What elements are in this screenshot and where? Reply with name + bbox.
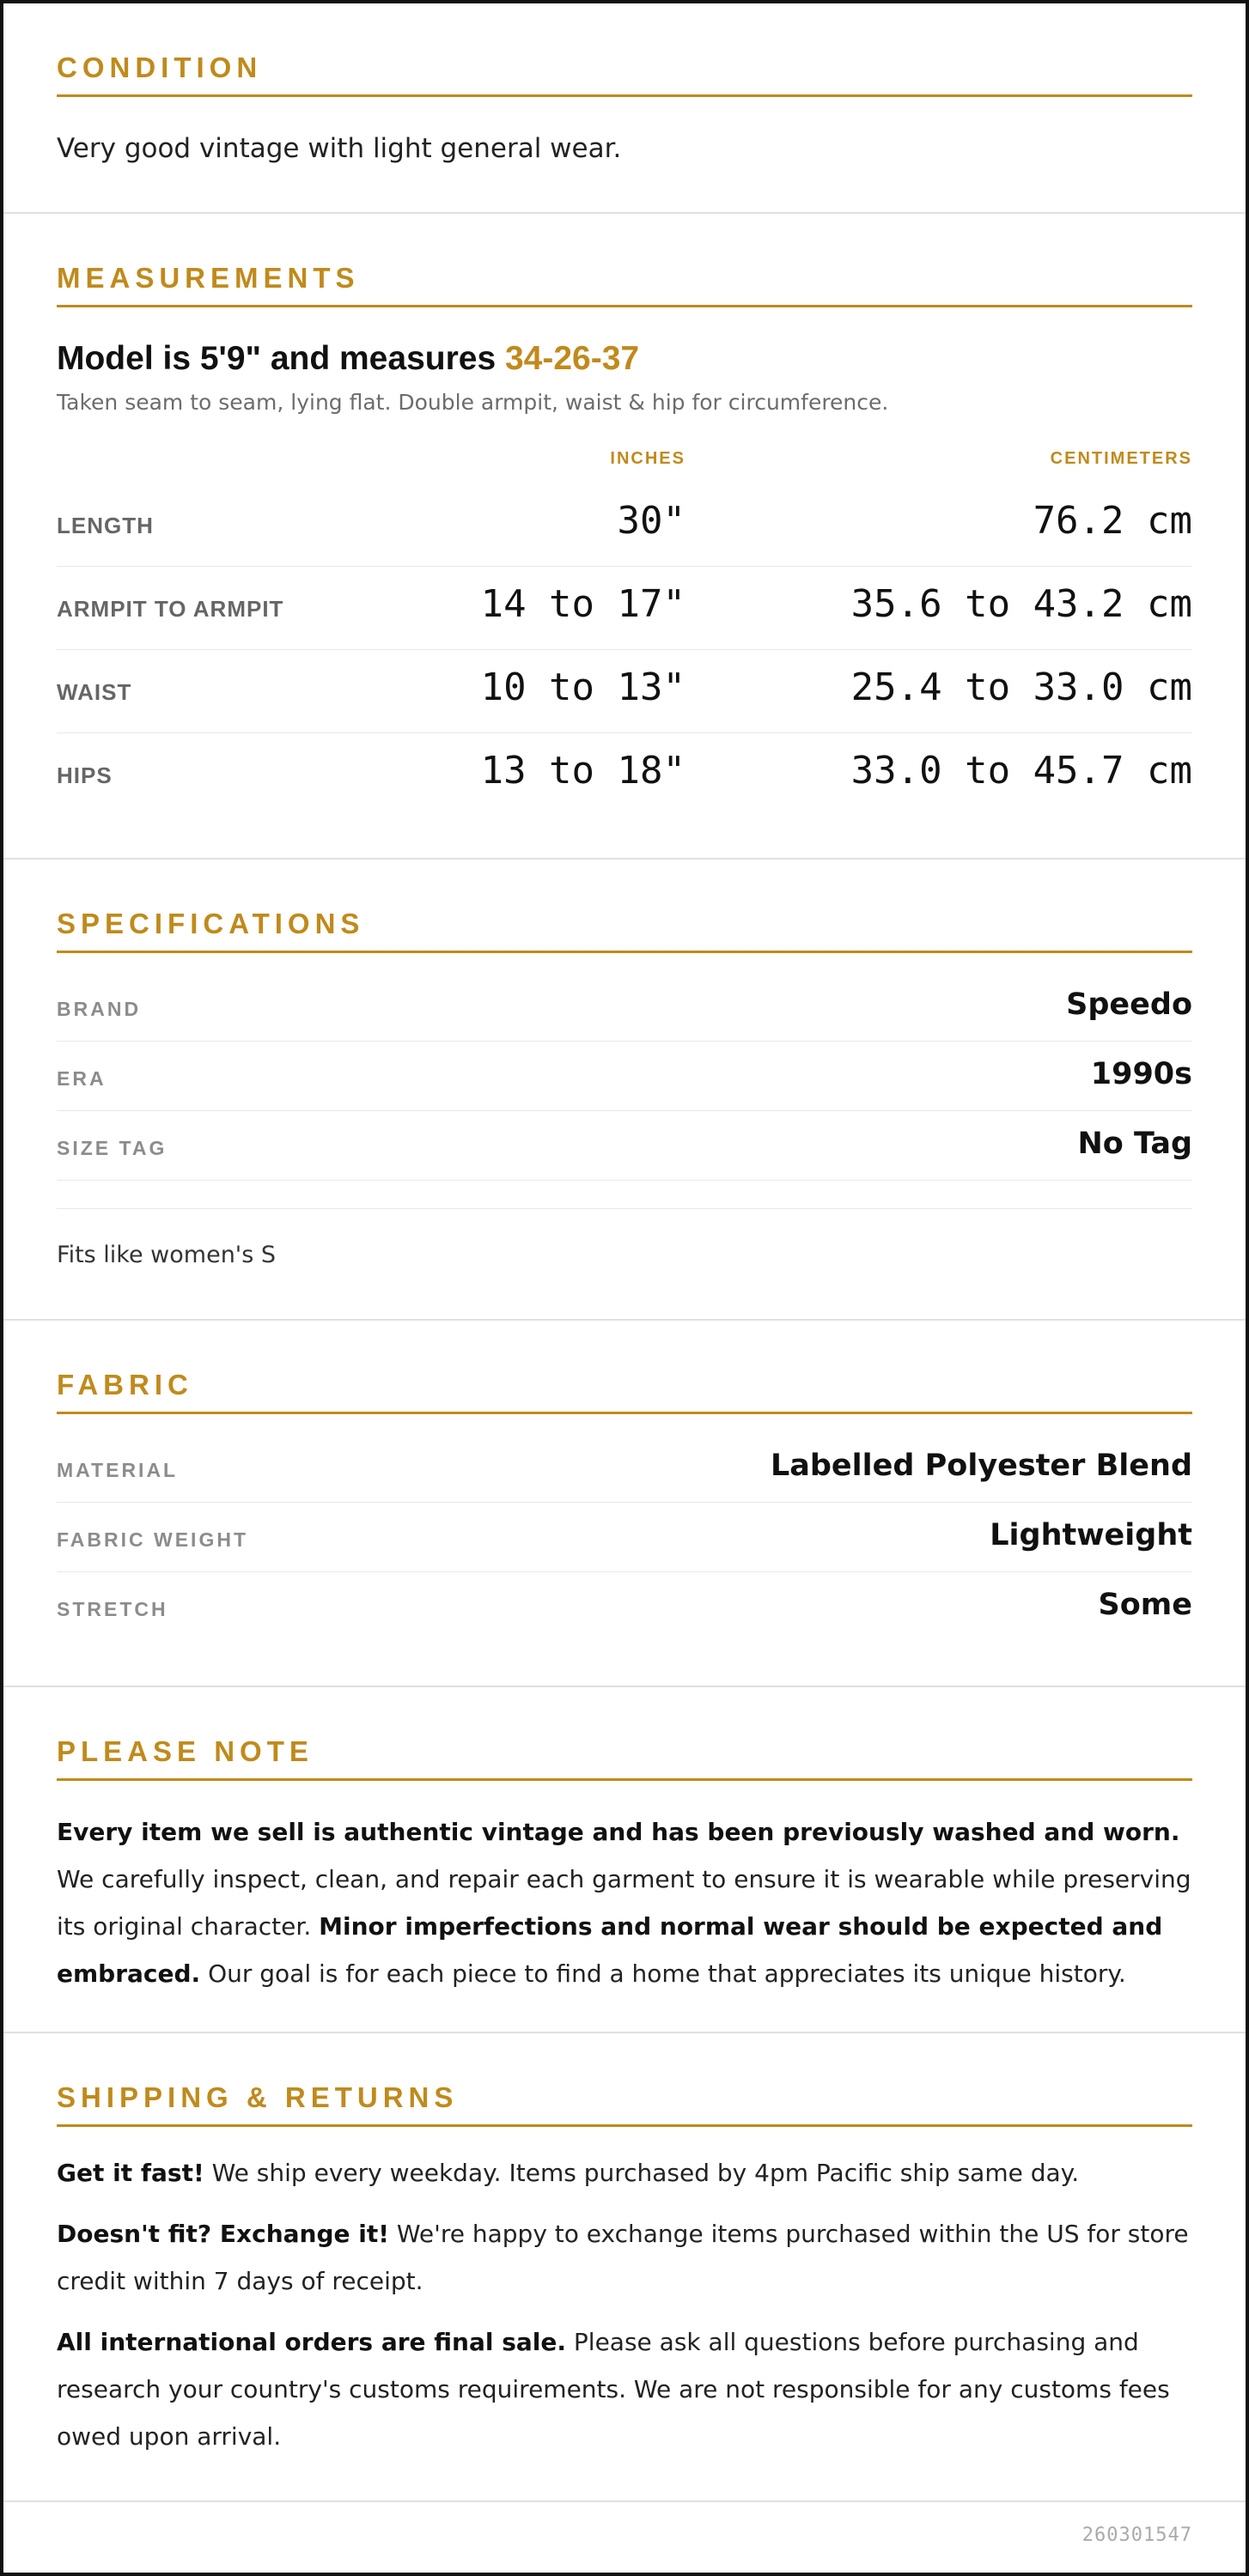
measurements-section <box>3 214 1246 860</box>
fabric-label: MATERIAL <box>57 1459 179 1481</box>
note-text-1: We carefully inspect, clean, and repair each garment to ensure it is wearable while preserving its original character. <box>57 1865 1191 1941</box>
measurement-row-length <box>57 483 1192 567</box>
measurement-label: WAIST <box>57 679 132 705</box>
fabric-row-material <box>57 1433 1192 1503</box>
measurement-inches: 13 to 18" <box>480 749 685 793</box>
condition-section <box>3 3 1246 214</box>
fabric-label: FABRIC WEIGHT <box>57 1528 248 1551</box>
fabric-list <box>57 1433 1192 1641</box>
shipping-bold-3: All international orders are final sale. <box>57 2328 567 2356</box>
spec-value: No Tag <box>1077 1127 1192 1161</box>
measurement-label: ARMPIT TO ARMPIT <box>57 596 284 622</box>
measurement-row-armpit <box>57 567 1192 650</box>
shipping-paragraph-2 <box>57 2210 1192 2305</box>
model-measures-prefix: Model is 5'9" and measures <box>57 340 505 377</box>
measurements-table <box>57 483 1192 816</box>
measurements-heading: MEASUREMENTS <box>57 214 1192 307</box>
measurements-note: Taken seam to seam, lying flat. Double armpit, waist & hip for circumference. <box>57 390 889 415</box>
note-bold-2: Minor imperfections and normal wear should be expected and embraced. <box>57 1912 1163 1988</box>
measurement-label: LENGTH <box>57 513 154 538</box>
measurement-cm: 25.4 to 33.0 cm <box>850 665 1192 709</box>
measurement-row-waist <box>57 650 1192 733</box>
measurement-label: HIPS <box>57 762 113 788</box>
measurement-cm: 33.0 to 45.7 cm <box>850 749 1192 793</box>
fabric-section <box>3 1321 1246 1687</box>
inches-column-header: INCHES <box>610 449 685 468</box>
shipping-paragraph-3 <box>57 2318 1192 2460</box>
fit-note: Fits like women's S <box>57 1242 277 1268</box>
please-note-text <box>57 1808 1192 1997</box>
spec-row-size-tag <box>57 1111 1192 1181</box>
measurement-cm: 35.6 to 43.2 cm <box>850 582 1192 626</box>
note-bold-1: Every item we sell is authentic vintage and has been previously washed and worn. <box>57 1818 1180 1846</box>
shipping-returns-section <box>3 2033 1246 2502</box>
spec-label: SIZE TAG <box>57 1137 168 1159</box>
fabric-value: Some <box>1098 1588 1192 1622</box>
fabric-value: Labelled Polyester Blend <box>770 1449 1192 1483</box>
shipping-text-3: Please ask all questions before purchasing and research your country's customs requirements. We are not responsible for any customs fees owed upon arrival. <box>57 2328 1170 2451</box>
condition-heading: CONDITION <box>57 3 1192 97</box>
spec-row-era <box>57 1042 1192 1111</box>
shipping-text-1: We ship every weekday. Items purchased by 4pm Pacific ship same day. <box>204 2159 1080 2187</box>
spec-row-brand <box>57 972 1192 1042</box>
fabric-row-weight <box>57 1503 1192 1572</box>
specifications-list <box>57 972 1192 1209</box>
item-code: 260301547 <box>1081 2524 1192 2546</box>
condition-description: Very good vintage with light general wear. <box>57 133 622 164</box>
specifications-heading: SPECIFICATIONS <box>57 860 1192 953</box>
spec-label: BRAND <box>57 998 142 1020</box>
specifications-section <box>3 860 1246 1321</box>
measurement-inches: 30" <box>617 499 685 543</box>
shipping-text-2: We're happy to exchange items purchased within the US for store credit within 7 days of receipt. <box>57 2220 1189 2295</box>
fabric-value: Lightweight <box>990 1518 1192 1552</box>
please-note-heading: PLEASE NOTE <box>57 1687 1192 1781</box>
measurement-inches: 10 to 13" <box>480 665 685 709</box>
spec-value: Speedo <box>1066 987 1192 1022</box>
footer <box>3 2502 1246 2571</box>
shipping-paragraph-1 <box>57 2149 1192 2196</box>
centimeters-column-header: CENTIMETERS <box>1050 449 1192 468</box>
shipping-bold-2: Doesn't fit? Exchange it! <box>57 2220 389 2248</box>
fabric-heading: FABRIC <box>57 1321 1192 1414</box>
please-note-section <box>3 1687 1246 2033</box>
model-measures-line <box>57 340 1192 378</box>
model-measures-value: 34-26-37 <box>504 340 640 377</box>
fabric-row-stretch <box>57 1572 1192 1641</box>
shipping-heading: SHIPPING & RETURNS <box>57 2033 1192 2127</box>
fabric-label: STRETCH <box>57 1598 168 1620</box>
spec-value: 1990s <box>1090 1057 1192 1091</box>
measurement-inches: 14 to 17" <box>480 582 685 626</box>
measurements-column-headers <box>57 449 1192 483</box>
measurement-cm: 76.2 cm <box>1033 499 1192 543</box>
spec-label: ERA <box>57 1067 107 1090</box>
shipping-bold-1: Get it fast! <box>57 2159 204 2187</box>
divider <box>57 1181 1192 1209</box>
measurement-row-hips <box>57 733 1192 816</box>
note-text-2: Our goal is for each piece to find a home that appreciates its unique history. <box>200 1959 1126 1988</box>
